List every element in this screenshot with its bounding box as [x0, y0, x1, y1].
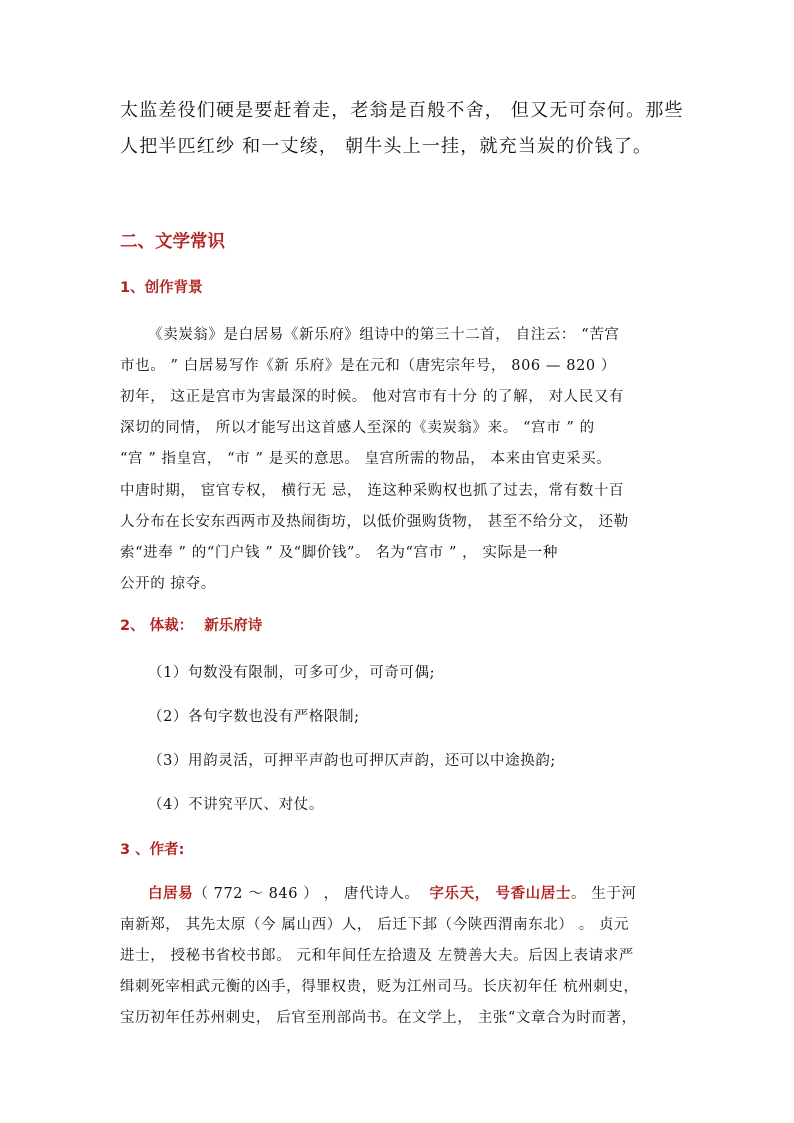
genre-item: （3）用韵灵活，可押平声韵也可押仄声韵，还可以中途换韵; — [148, 753, 556, 769]
background-line: 《卖炭翁》是白居易《新乐府》组诗中的第三十二首， 自注云： “苦宫 — [148, 327, 620, 343]
intro-line-1: 太监差役们硬是要赶着走，老翁是百般不舍， 但又无可奈何。那些 — [120, 100, 684, 121]
author-line — [148, 882, 637, 903]
background-line: 公开的 掠夺。 — [120, 576, 216, 592]
author-line: 缉刺死宰相武元衡的凶手，得罪权贵，贬为江州司马。长庆初年任 杭州刺史， — [120, 979, 639, 995]
author-heading: 3 、作者: — [120, 842, 185, 858]
genre-label: 2、 体裁： — [120, 618, 194, 634]
genre-item: （1）句数没有限制，可多可少，可奇可偶; — [148, 665, 436, 681]
author-name: 白居易 — [148, 885, 194, 902]
author-line: 宝历初年任苏州刺史， 后官至刑部尚书。在文学上， 主张“文章合为时而著， — [120, 1010, 637, 1026]
intro-line-2: 人把半匹红纱 和一丈绫， 朝牛头上一挂，就充当炭的价钱了。 — [120, 136, 653, 157]
background-line: 深切的同情， 所以才能写出这首感人至深的《卖炭翁》来。 “宫市 ” 的 — [120, 420, 595, 436]
genre-item: （2）各句字数也没有严格限制; — [148, 709, 360, 725]
background-line: “宫 ” 指皇宫， “市 ” 是买的意思。 皇宫所需的物品， 本来由官吏采买。 — [120, 451, 612, 467]
background-line: 人分布在长安东西两市及热闹街坊，以低价强购货物， 甚至不给分文， 还勒 — [120, 514, 629, 530]
author-line: 南新郑， 其先太原（今 属山西）人， 后迁下邽（今陕西渭南东北） 。 贞元 — [120, 917, 630, 933]
author-line: 进士， 授秘书省校书郎。 元和年间任左拾遗及 左赞善大夫。后因上表请求严 — [120, 948, 634, 964]
author-style-name: 字乐天， 号香山居士 — [429, 885, 571, 902]
author-dates: （ 772 ～ 846 ） ， 唐代诗人。 — [193, 886, 420, 902]
background-line: 市也。 ” 白居易写作《新 乐府》是在元和（唐宪宗年号， 806 — 820 ） — [120, 358, 617, 374]
genre-item: （4）不讲究平仄、对仗。 — [148, 797, 324, 813]
background-line: 初年， 这正是宫市为害最深的时候。 他对宫市有十分 的了解， 对人民又有 — [120, 389, 625, 405]
background-line: 索“进奉 ” 的“门户钱 ” 及“脚价钱”。 名为“宫市 ” ， 实际是一种 — [120, 545, 558, 561]
genre-value: 新乐府诗 — [204, 618, 263, 634]
genre-heading — [120, 614, 262, 635]
author-line-end: 。 生于河 — [570, 886, 637, 902]
background-line: 中唐时期， 宦官专权， 横行无 忌， 连这种采购权也抓了过去，常有数十百 — [120, 483, 625, 499]
section-title: 二、文学常识 — [120, 232, 225, 252]
background-heading: 1、创作背景 — [120, 280, 203, 296]
